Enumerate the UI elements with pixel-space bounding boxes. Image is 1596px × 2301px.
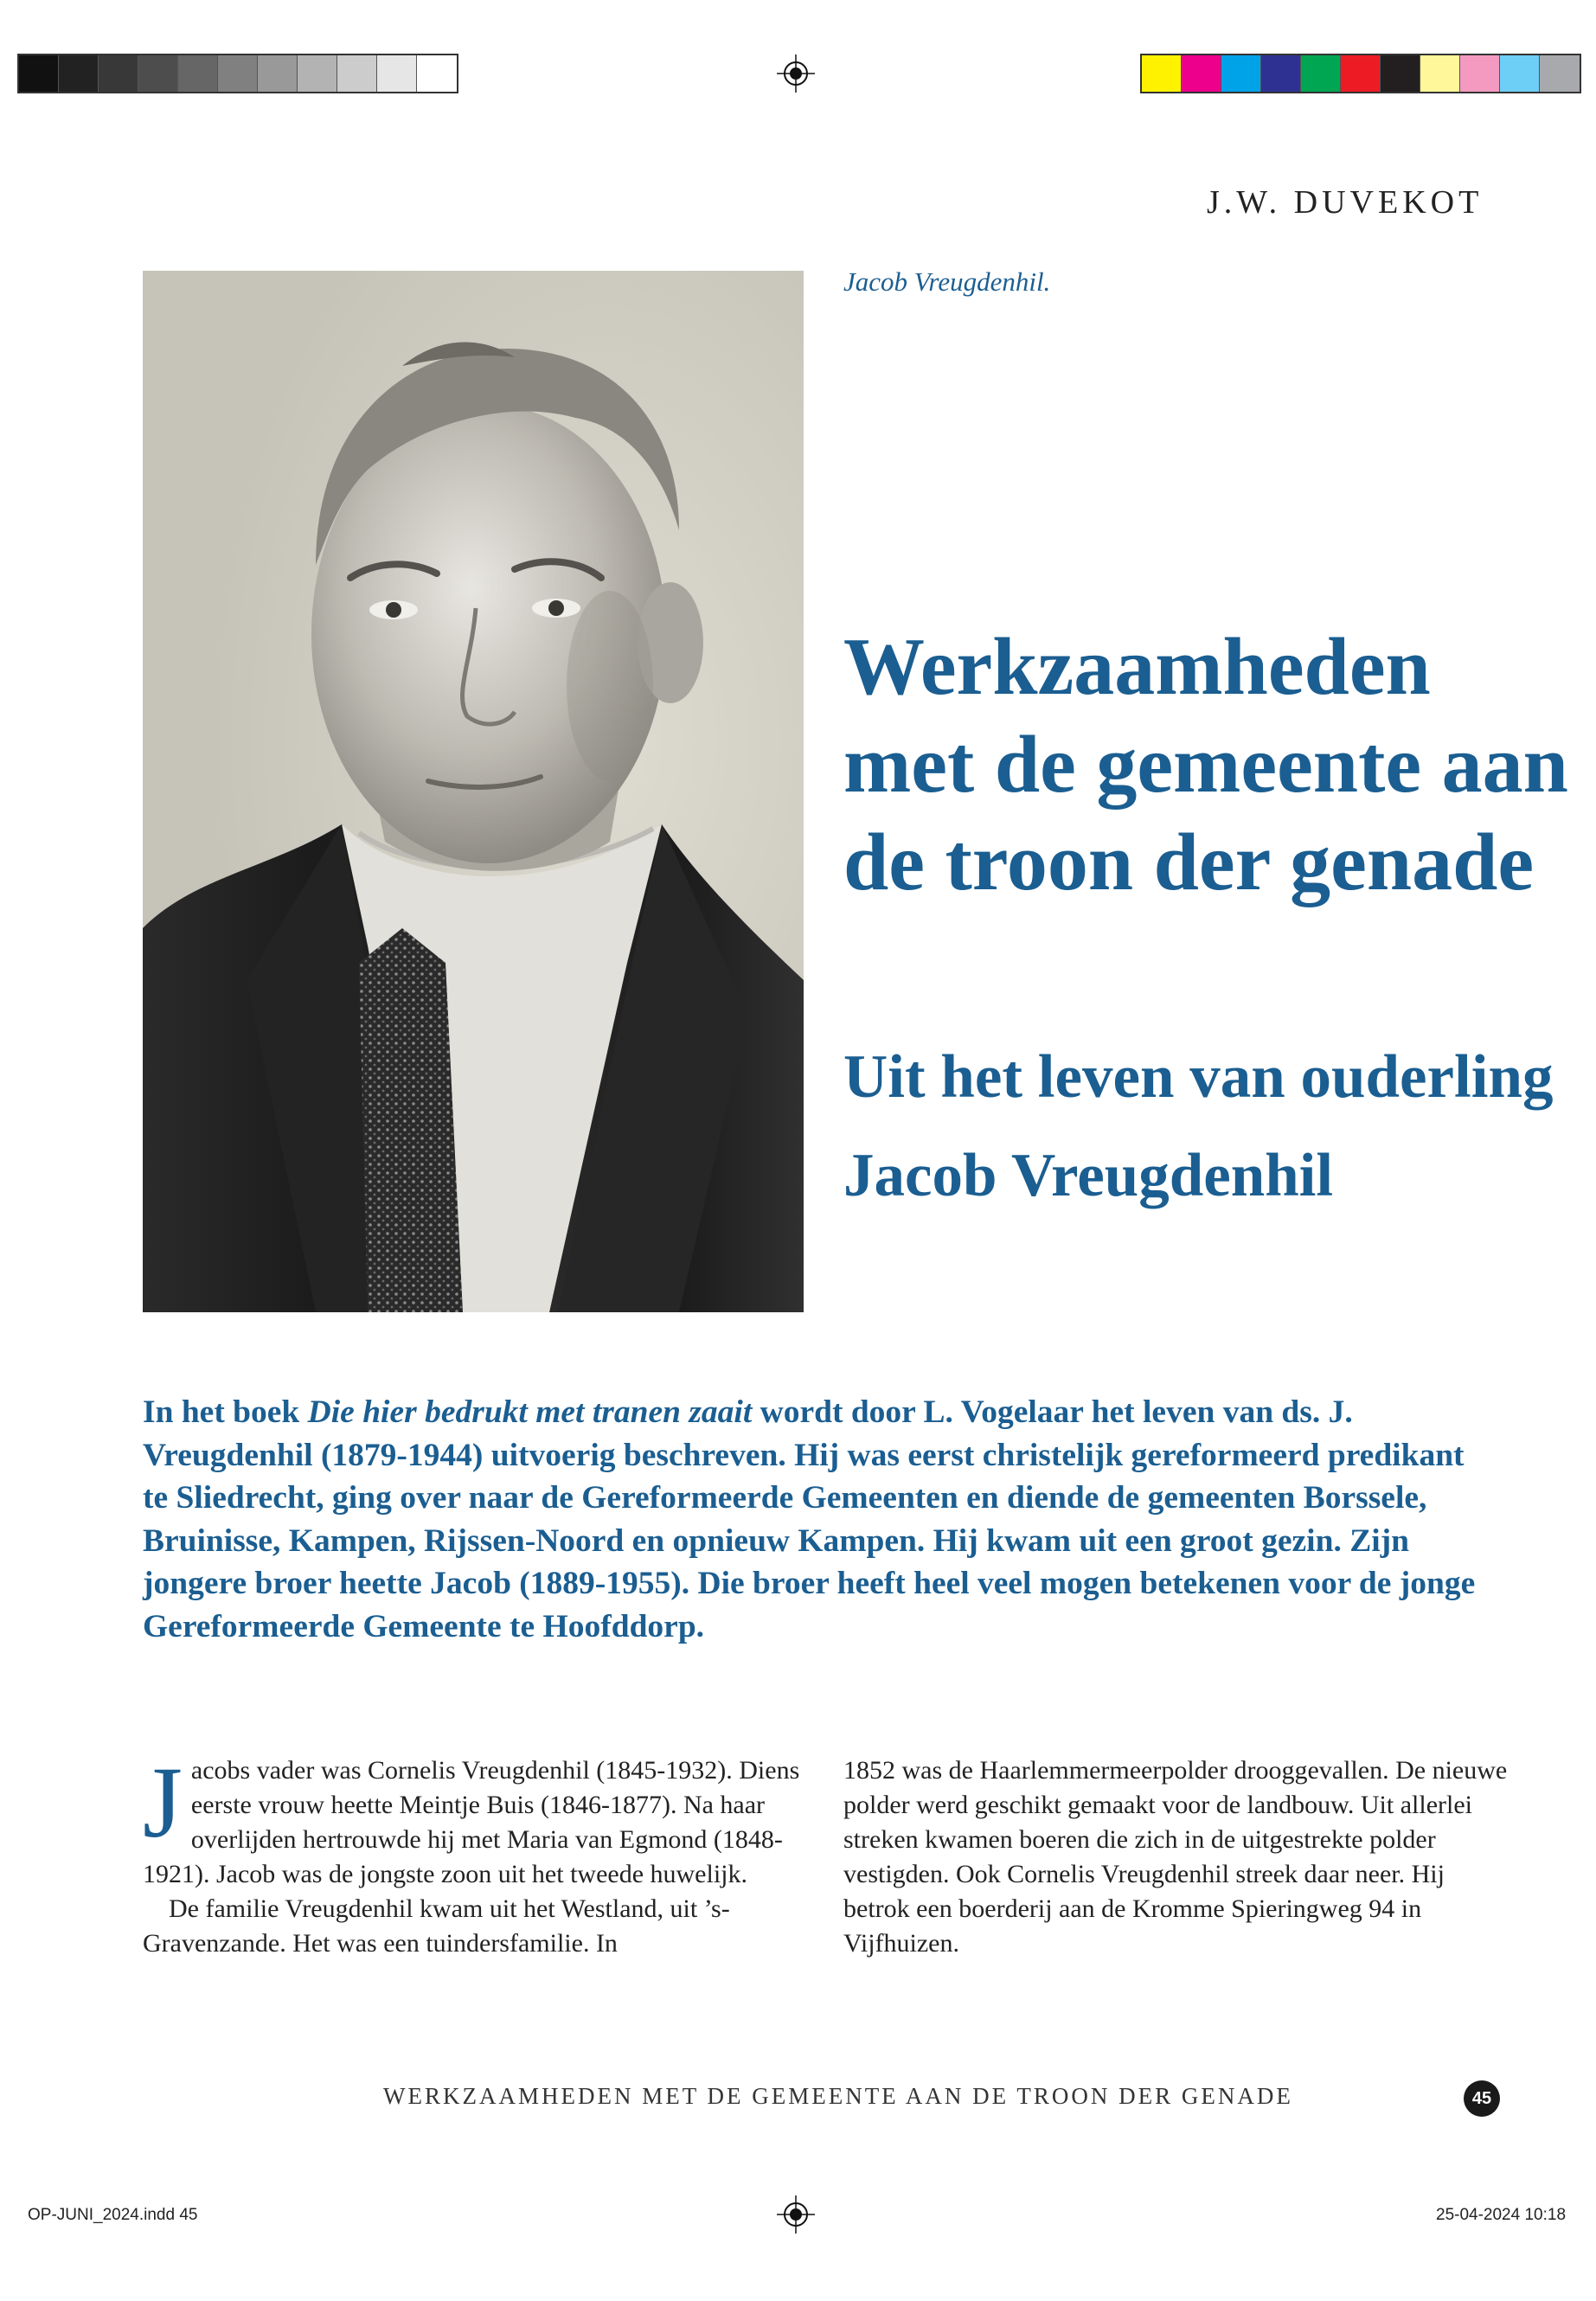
drop-cap: J bbox=[143, 1746, 183, 1859]
color-swatch bbox=[1142, 55, 1182, 92]
article-subtitle: Uit het leven van ouderling Jacob Vreugdenhil bbox=[843, 1043, 1554, 1209]
gray-swatch bbox=[377, 55, 417, 92]
intro-text: In het boek bbox=[143, 1394, 308, 1430]
gray-swatch bbox=[337, 55, 377, 92]
color-swatch bbox=[1381, 55, 1420, 92]
color-swatch bbox=[1460, 55, 1500, 92]
gray-swatch bbox=[258, 55, 298, 92]
article-title: Werkzaamheden met de gemeente aan de troon der genade bbox=[843, 622, 1568, 907]
body-column-right bbox=[843, 1753, 1509, 1961]
color-swatch bbox=[1341, 55, 1381, 92]
slug-timestamp: 25-04-2024 10:18 bbox=[1436, 2206, 1567, 2224]
page-number-badge: 45 bbox=[1464, 2080, 1500, 2117]
portrait-photo bbox=[143, 271, 804, 1312]
registration-mark-icon bbox=[777, 2195, 815, 2234]
gray-swatch bbox=[218, 55, 258, 92]
portrait-illustration bbox=[143, 271, 804, 1312]
gray-swatch bbox=[178, 55, 218, 92]
gray-swatch bbox=[19, 55, 59, 92]
body-column-left bbox=[143, 1746, 809, 1961]
photo-caption: Jacob Vreugdenhil. bbox=[843, 266, 1051, 297]
color-swatch bbox=[1420, 55, 1460, 92]
color-swatch bbox=[1221, 55, 1261, 92]
color-swatch bbox=[1301, 55, 1341, 92]
author-name: J.W. DUVEKOT bbox=[1207, 184, 1484, 221]
running-footer-title: WERKZAAMHEDEN MET DE GEMEENTE AAN DE TROON DER GENADE bbox=[383, 2083, 1293, 2109]
article-intro bbox=[143, 1391, 1492, 1648]
gray-swatch bbox=[59, 55, 99, 92]
paragraph-text: acobs vader was Cornelis Vreugdenhil (1845-1932). Diens eerste vrouw heette Meintje Buis (1846-1877). Na haar overlijden hertrouwde hij met Maria van Egmond (1848-1921). Jacob was de jongste zoon uit het tweede huwelijk. bbox=[143, 1756, 800, 1888]
gray-swatch bbox=[298, 55, 337, 92]
color-swatch bbox=[1182, 55, 1221, 92]
body-paragraph bbox=[143, 1746, 809, 1892]
color-swatch bbox=[1540, 55, 1580, 92]
body-paragraph: De familie Vreugdenhil kwam uit het Westland, uit ’s-Gravenzande. Het was een tuindersfamilie. In bbox=[143, 1894, 730, 1958]
grayscale-calibration-bar bbox=[17, 54, 458, 93]
gray-swatch bbox=[138, 55, 178, 92]
gray-swatch bbox=[417, 55, 457, 92]
book-title: Die hier bedrukt met tranen zaait bbox=[307, 1394, 753, 1430]
intro-text: wordt door L. Vogelaar het leven van ds. J. Vreugdenhil (1879-1944) uitvoerig beschreven. Hij was eerst christelijk gereformeerd predikant te Sliedrecht, ging over naar de Gereformeerde Gemeenten en diende de gemeenten Borssele, Bruinisse, Kampen, Rijssen-Noord en opnieuw Kampen. Hij kwam uit een groot gezin. Zijn jongere broer heette Jacob (1889-1955). Die broer heeft heel veel mogen betekenen voor de jonge Gereformeerde Gemeente te Hoofddorp. bbox=[143, 1394, 1476, 1644]
slug-filename: OP-JUNI_2024.indd 45 bbox=[28, 2206, 198, 2224]
gray-swatch bbox=[99, 55, 138, 92]
color-swatch bbox=[1261, 55, 1301, 92]
color-calibration-bar bbox=[1140, 54, 1581, 93]
body-paragraph: 1852 was de Haarlemmermeerpolder drooggevallen. De nieuwe polder werd geschikt gemaakt voor de landbouw. Uit allerlei streken kwamen boeren die zich in de uitgestrekte polder vestigden. Ook Cornelis Vreugdenhil streek daar neer. Hij betrok een boerderij aan de Kromme Spieringweg 94 in Vijfhuizen. bbox=[843, 1756, 1508, 1958]
color-swatch bbox=[1500, 55, 1540, 92]
registration-mark-icon bbox=[777, 54, 815, 93]
